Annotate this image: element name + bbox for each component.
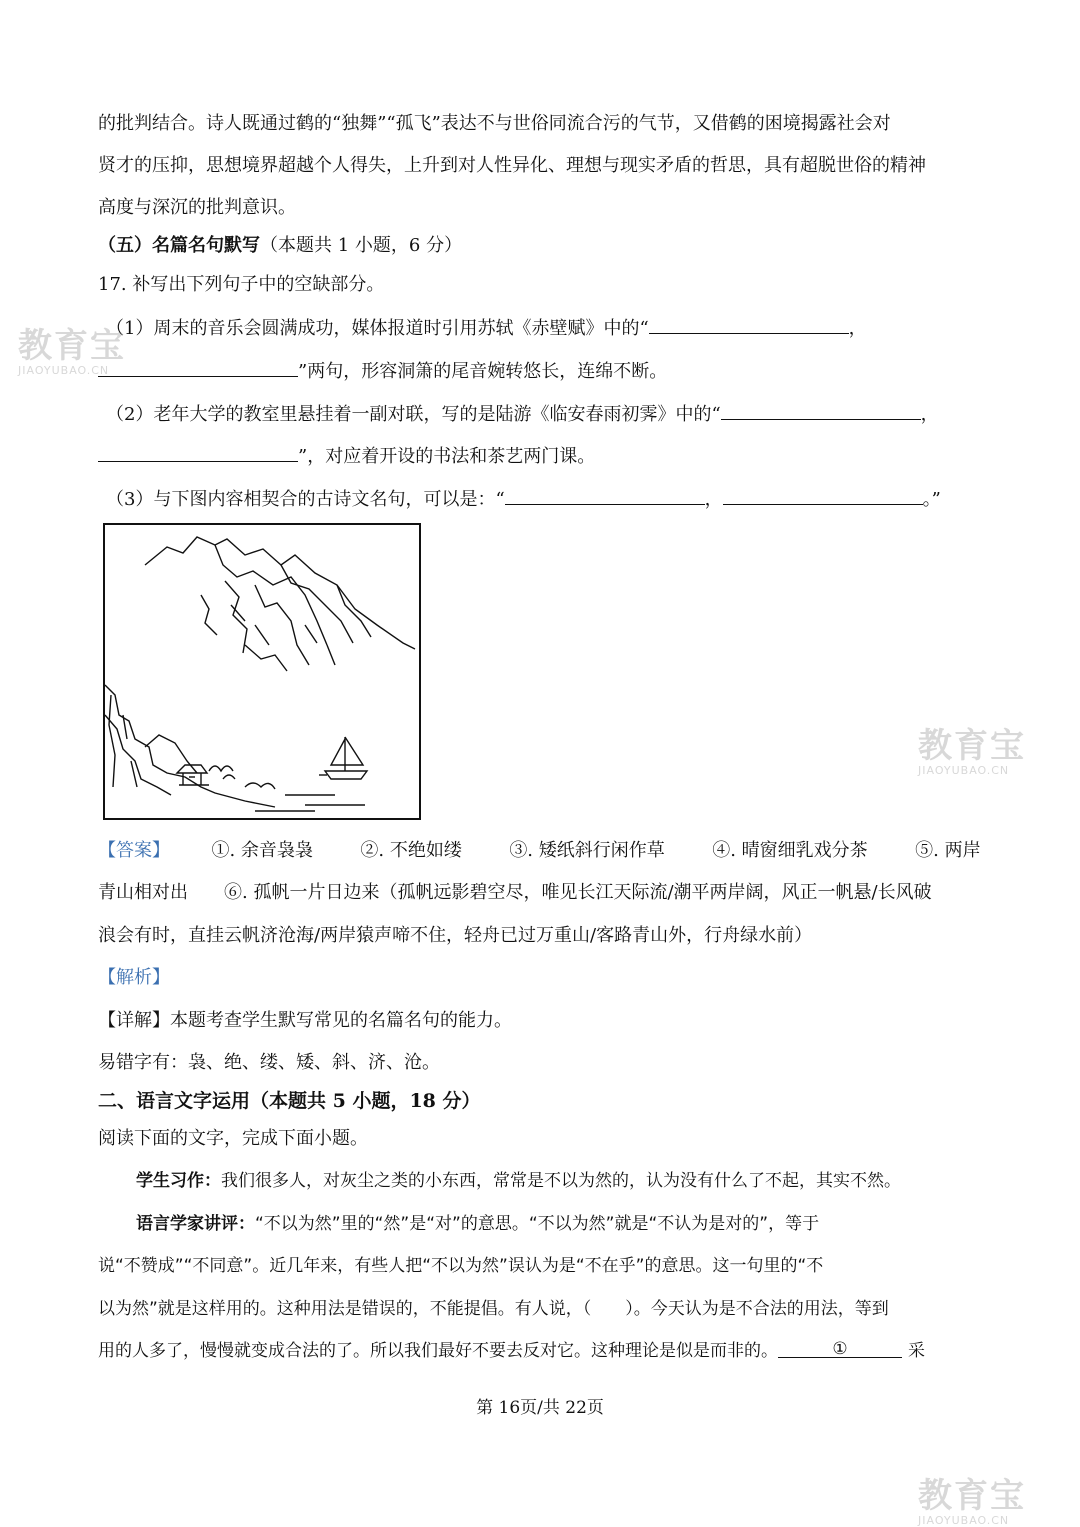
q17-1-line-b (98, 358, 667, 384)
q17-1-text-a: （1）周末的音乐会圆满成功，媒体报道时引用苏轼《赤壁赋》中的“ (106, 318, 649, 339)
answer-item: ③. 矮纸斜行闲作草 (509, 840, 665, 861)
errors-line: 易错字有：袅、绝、缕、矮、斜、济、沧。 (98, 1052, 440, 1073)
section5-heading-line (98, 234, 462, 258)
blank-number: ① (832, 1339, 848, 1359)
para-line-2: 贤才的压抑，思想境界超越个人得失，上升到对人性异化、理想与现实矛盾的哲思，具有超脱世俗的精神 (98, 155, 926, 176)
answer-item: ①. 余音袅袅 (211, 840, 313, 861)
para-line-3: 高度与深沉的批判意识。 (98, 197, 296, 218)
student-label: 学生习作： (136, 1171, 221, 1191)
student-text: 我们很多人，对灰尘之类的小东西，常常是不以为然的，认为没有什么了不起，其实不然。 (221, 1171, 901, 1191)
watermark-mid-right: 教育宝 JIAOYUBAO.CN (918, 726, 1026, 777)
linguist-line-4 (98, 1339, 925, 1363)
q17-1-line-a (106, 315, 867, 341)
blank-5[interactable] (505, 486, 705, 505)
q17-2-text-a: （2）老年大学的教室里悬挂着一副对联，写的是陆游《临安春雨初霁》中的“ (106, 404, 721, 425)
comma: ， (848, 318, 867, 339)
linguist-text-1: “不以为然”里的“然”是“对”的意思。“不以为然”就是“不认为是对的”，等于 (255, 1214, 820, 1234)
linguist-label: 语言学家讲评： (136, 1214, 255, 1234)
student-line (136, 1169, 901, 1193)
blank-7[interactable] (778, 1339, 902, 1358)
read-instruction: 阅读下面的文字，完成下面小题。 (98, 1128, 368, 1149)
watermark-bottom-right: 教育宝 JIAOYUBAO.CN (918, 1476, 1026, 1527)
watermark-top-left: 教育宝 JIAOYUBAO.CN (18, 326, 126, 377)
q17-stem: 17. 补写出下列句子中的空缺部分。 (98, 274, 385, 295)
section5-note: （本题共 1 小题，6 分） (260, 235, 463, 256)
blank-6[interactable] (723, 486, 923, 505)
linguist-text-4a: 用的人多了，慢慢就变成合法的了。所以我们最好不要去反对它。这种理论是似是而非的。 (98, 1341, 778, 1361)
page-footer: 第 16页/共 22页 (476, 1398, 604, 1418)
answer-line-1 (98, 839, 981, 863)
linguist-line-2: 说“不赞成”“不同意”。近几年来，有些人把“不以为然”误认为是“不在乎”的意思。这一句里的“不 (98, 1256, 824, 1276)
answer-line-3: 浪会有时，直挂云帆济沧海/两岸猿声啼不住，轻舟已过万重山/客路青山外，行舟绿水前） (98, 925, 813, 946)
period-quote: 。” (922, 489, 941, 510)
blank-1[interactable] (649, 315, 849, 334)
answer-item: ④. 晴窗细乳戏分茶 (712, 840, 868, 861)
landscape-illustration (103, 523, 421, 820)
analysis-label: 【解析】 (98, 967, 170, 988)
comma: ， (704, 489, 723, 510)
blank-3[interactable] (721, 401, 921, 420)
detail-line: 【详解】本题考查学生默写常见的名篇名句的能力。 (98, 1010, 512, 1031)
answer-item: ⑤. 两岸 (915, 840, 981, 861)
section5-heading: （五）名篇名句默写 (98, 235, 260, 256)
answer-item: ②. 不绝如缕 (360, 840, 462, 861)
answer-label: 【答案】 (98, 840, 170, 861)
blank-4[interactable] (98, 443, 298, 462)
answer-line-2: 青山相对出 ⑥. 孤帆一片日边来（孤帆远影碧空尽，唯见长江天际流/潮平两岸阔，风正一帆悬/长风破 (98, 882, 932, 903)
landscape-drawing (105, 525, 419, 818)
q17-1-text-b: ”两句，形容洞箫的尾音婉转悠长，连绵不断。 (298, 361, 668, 382)
linguist-text-4b: 采 (908, 1341, 925, 1361)
q17-3-text: （3）与下图内容相契合的古诗文名句，可以是：“ (106, 489, 505, 510)
q17-2-line-b (98, 443, 595, 469)
q17-2-text-b: ”，对应着开设的书法和茶艺两门课。 (298, 446, 596, 467)
blank-2[interactable] (98, 358, 298, 377)
linguist-line-1 (136, 1212, 819, 1236)
linguist-line-3: 以为然”就是这样用的。这种用法是错误的，不能提倡。有人说，（ ）。今天认为是不合法的用法，等到 (98, 1299, 889, 1319)
q17-3-line (106, 486, 941, 512)
comma: ， (920, 404, 939, 425)
para-line-1: 的批判结合。诗人既通过鹤的“独舞”“孤飞”表达不与世俗同流合污的气节，又借鹤的困境揭露社会对 (98, 113, 891, 134)
q17-2-line-a (106, 401, 939, 427)
section2-heading: 二、语言文字运用（本题共 5 小题，18 分） (98, 1090, 481, 1112)
